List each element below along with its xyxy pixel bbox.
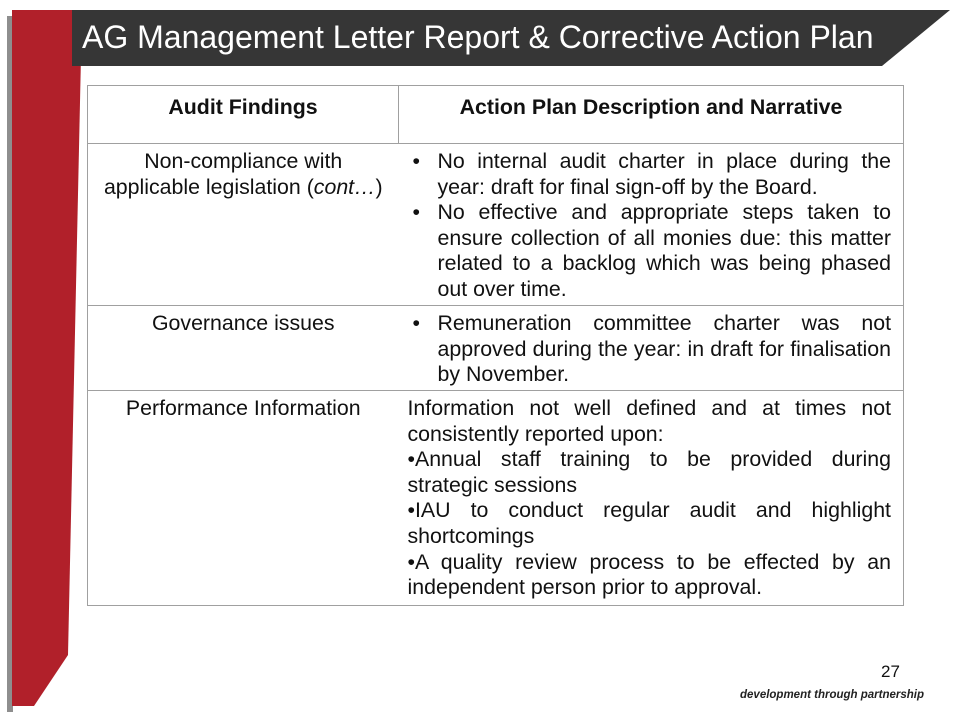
action-cell: [399, 144, 904, 306]
bullet-text: Remuneration committee charter was not approved during the year: in draft for finalisation by November.: [437, 311, 891, 387]
action-bullet-item: [408, 149, 892, 200]
finding-cell: [88, 391, 399, 606]
action-bullet-item: [408, 200, 892, 302]
finding-text: Governance issues: [151, 311, 335, 335]
table-row: [88, 144, 904, 306]
finding-cell: [88, 144, 399, 306]
corrective-action-table: [87, 85, 904, 606]
action-bullet-item: [408, 311, 892, 388]
bullet-marker: •: [412, 311, 420, 335]
bullet-text: No internal audit charter in place during the year: draft for final sign-off by the Board.: [437, 149, 891, 199]
action-intro-text: Information not well defined and at times not consistently reported upon:: [407, 396, 891, 446]
footer-tagline: development through partnership: [740, 689, 925, 701]
bullet-marker: •: [412, 149, 420, 173]
finding-text: Performance Information: [125, 396, 361, 420]
action-item: •Annual staff training to be provided during strategic sessions: [407, 447, 891, 497]
table-row: [88, 391, 904, 606]
finding-cell: [88, 306, 399, 391]
left-red-band: [12, 10, 82, 706]
finding-italic-text: cont…: [313, 174, 376, 199]
header-audit-findings: Audit Findings: [88, 86, 399, 144]
finding-text: Non-compliance with applicable legislation (: [103, 149, 343, 199]
page-number: 27: [881, 662, 900, 681]
bullet-marker: •: [412, 200, 420, 225]
bullet-text: No effective and appropriate steps taken to ensure collection of all monies due: this matter related to a backlog which was being phased out over time.: [437, 200, 891, 301]
table-row: [88, 306, 904, 391]
action-cell: [399, 391, 904, 606]
table-header-row: [88, 86, 904, 144]
action-item: •A quality review process to be effected by an independent person prior to approval.: [407, 549, 891, 600]
slide-title: AG Management Letter Report & Corrective Action Plan: [82, 19, 874, 55]
finding-suffix: ): [375, 174, 383, 199]
action-bullet-list: [408, 311, 892, 388]
action-bullet-list: [408, 149, 892, 303]
header-action-plan: Action Plan Description and Narrative: [399, 86, 904, 144]
action-item: •IAU to conduct regular audit and highlight shortcomings: [407, 498, 891, 548]
action-cell: [399, 306, 904, 391]
